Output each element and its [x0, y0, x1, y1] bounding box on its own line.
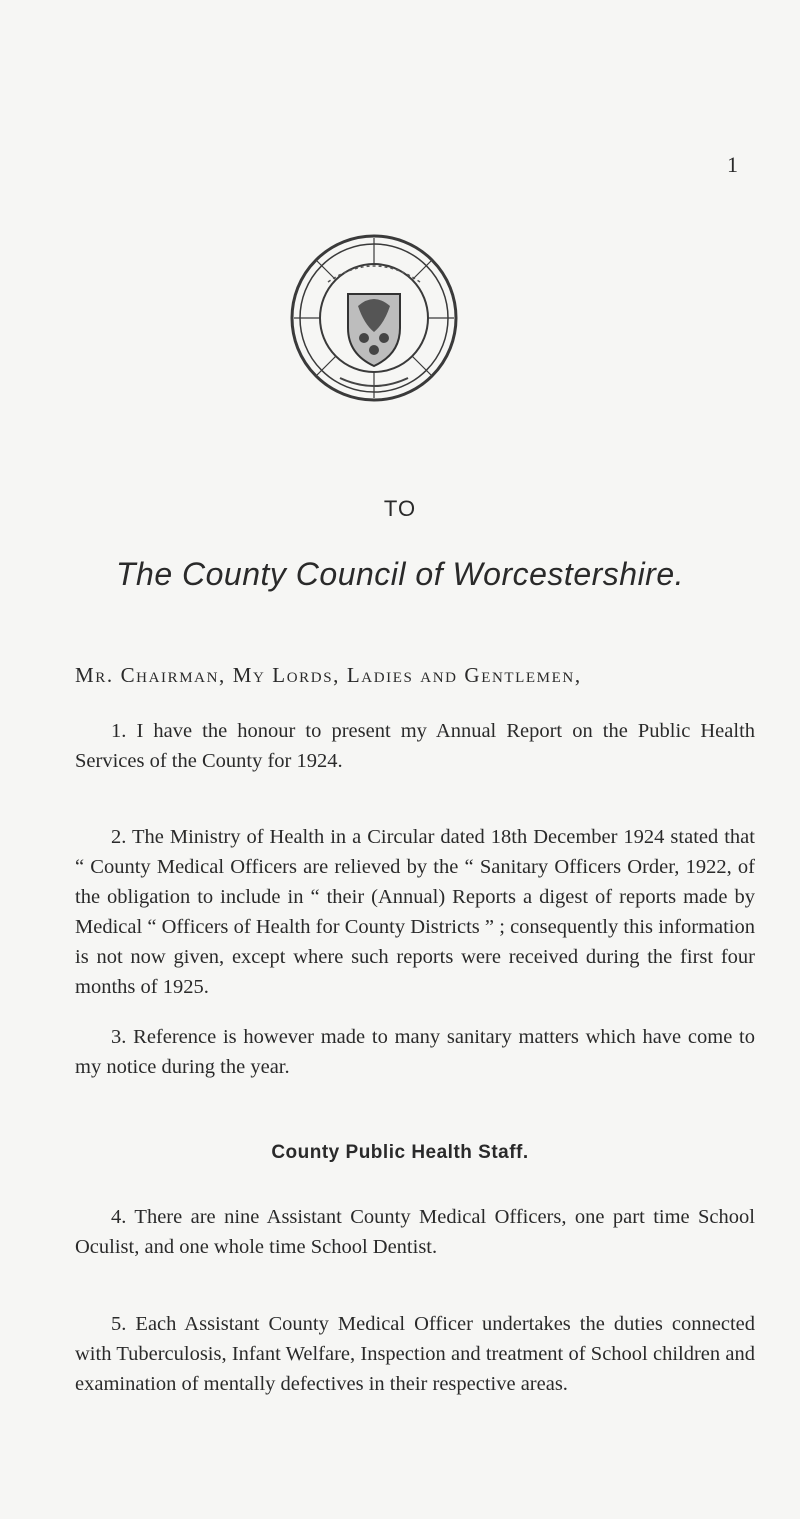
section-heading: County Public Health Staff. [271, 1142, 529, 1163]
paragraph-text: Each Assistant County Medical Officer undertakes the duties connected with Tuberculosis, Infant Welfare, Inspection and treatment of School children and examination of mentally defectives in their respective areas. [75, 1313, 755, 1395]
addressee-prefix: TO [383, 496, 417, 521]
paragraph-text: I have the honour to present my Annual Report on the Public Health Services of the County for 1924. [75, 720, 756, 772]
paragraph-number: 5. [111, 1313, 127, 1335]
paragraph-number: 3. [111, 1026, 127, 1048]
paragraph-number: 1. [111, 720, 127, 742]
paragraph-1 [75, 716, 755, 776]
paragraph-text: Reference is however made to many sanitary matters which have come to my notice during the year. [75, 1026, 756, 1078]
salutation: Mr. Chairman, My Lords, Ladies and Gentlemen, [75, 663, 582, 687]
paragraph-3 [75, 1022, 755, 1082]
paragraph-text: There are nine Assistant County Medical Officers, one part time School Oculist, and one whole time School Dentist. [75, 1206, 755, 1258]
paragraph-5 [75, 1309, 755, 1399]
paragraph-number: 2. [111, 826, 127, 848]
document-title: The County Council of Worcestershire. [115, 556, 685, 592]
county-seal-emblem [288, 232, 460, 404]
paragraph-4 [75, 1202, 755, 1262]
paragraph-2 [75, 822, 755, 1002]
paragraph-number: 4. [111, 1206, 127, 1228]
paragraph-text: The Ministry of Health in a Circular dated 18th December 1924 stated that “ County Medical Officers are relieved by the “ Sanitary Officers Order, 1922, of the obligation to include in “ their (Annual) Reports a digest of reports made by Medical “ Officers of Health for County Districts ” ; consequently this information is not now given, except where such reports were received during the first four months of 1925. [75, 826, 755, 998]
page-number: 1 [727, 152, 738, 177]
